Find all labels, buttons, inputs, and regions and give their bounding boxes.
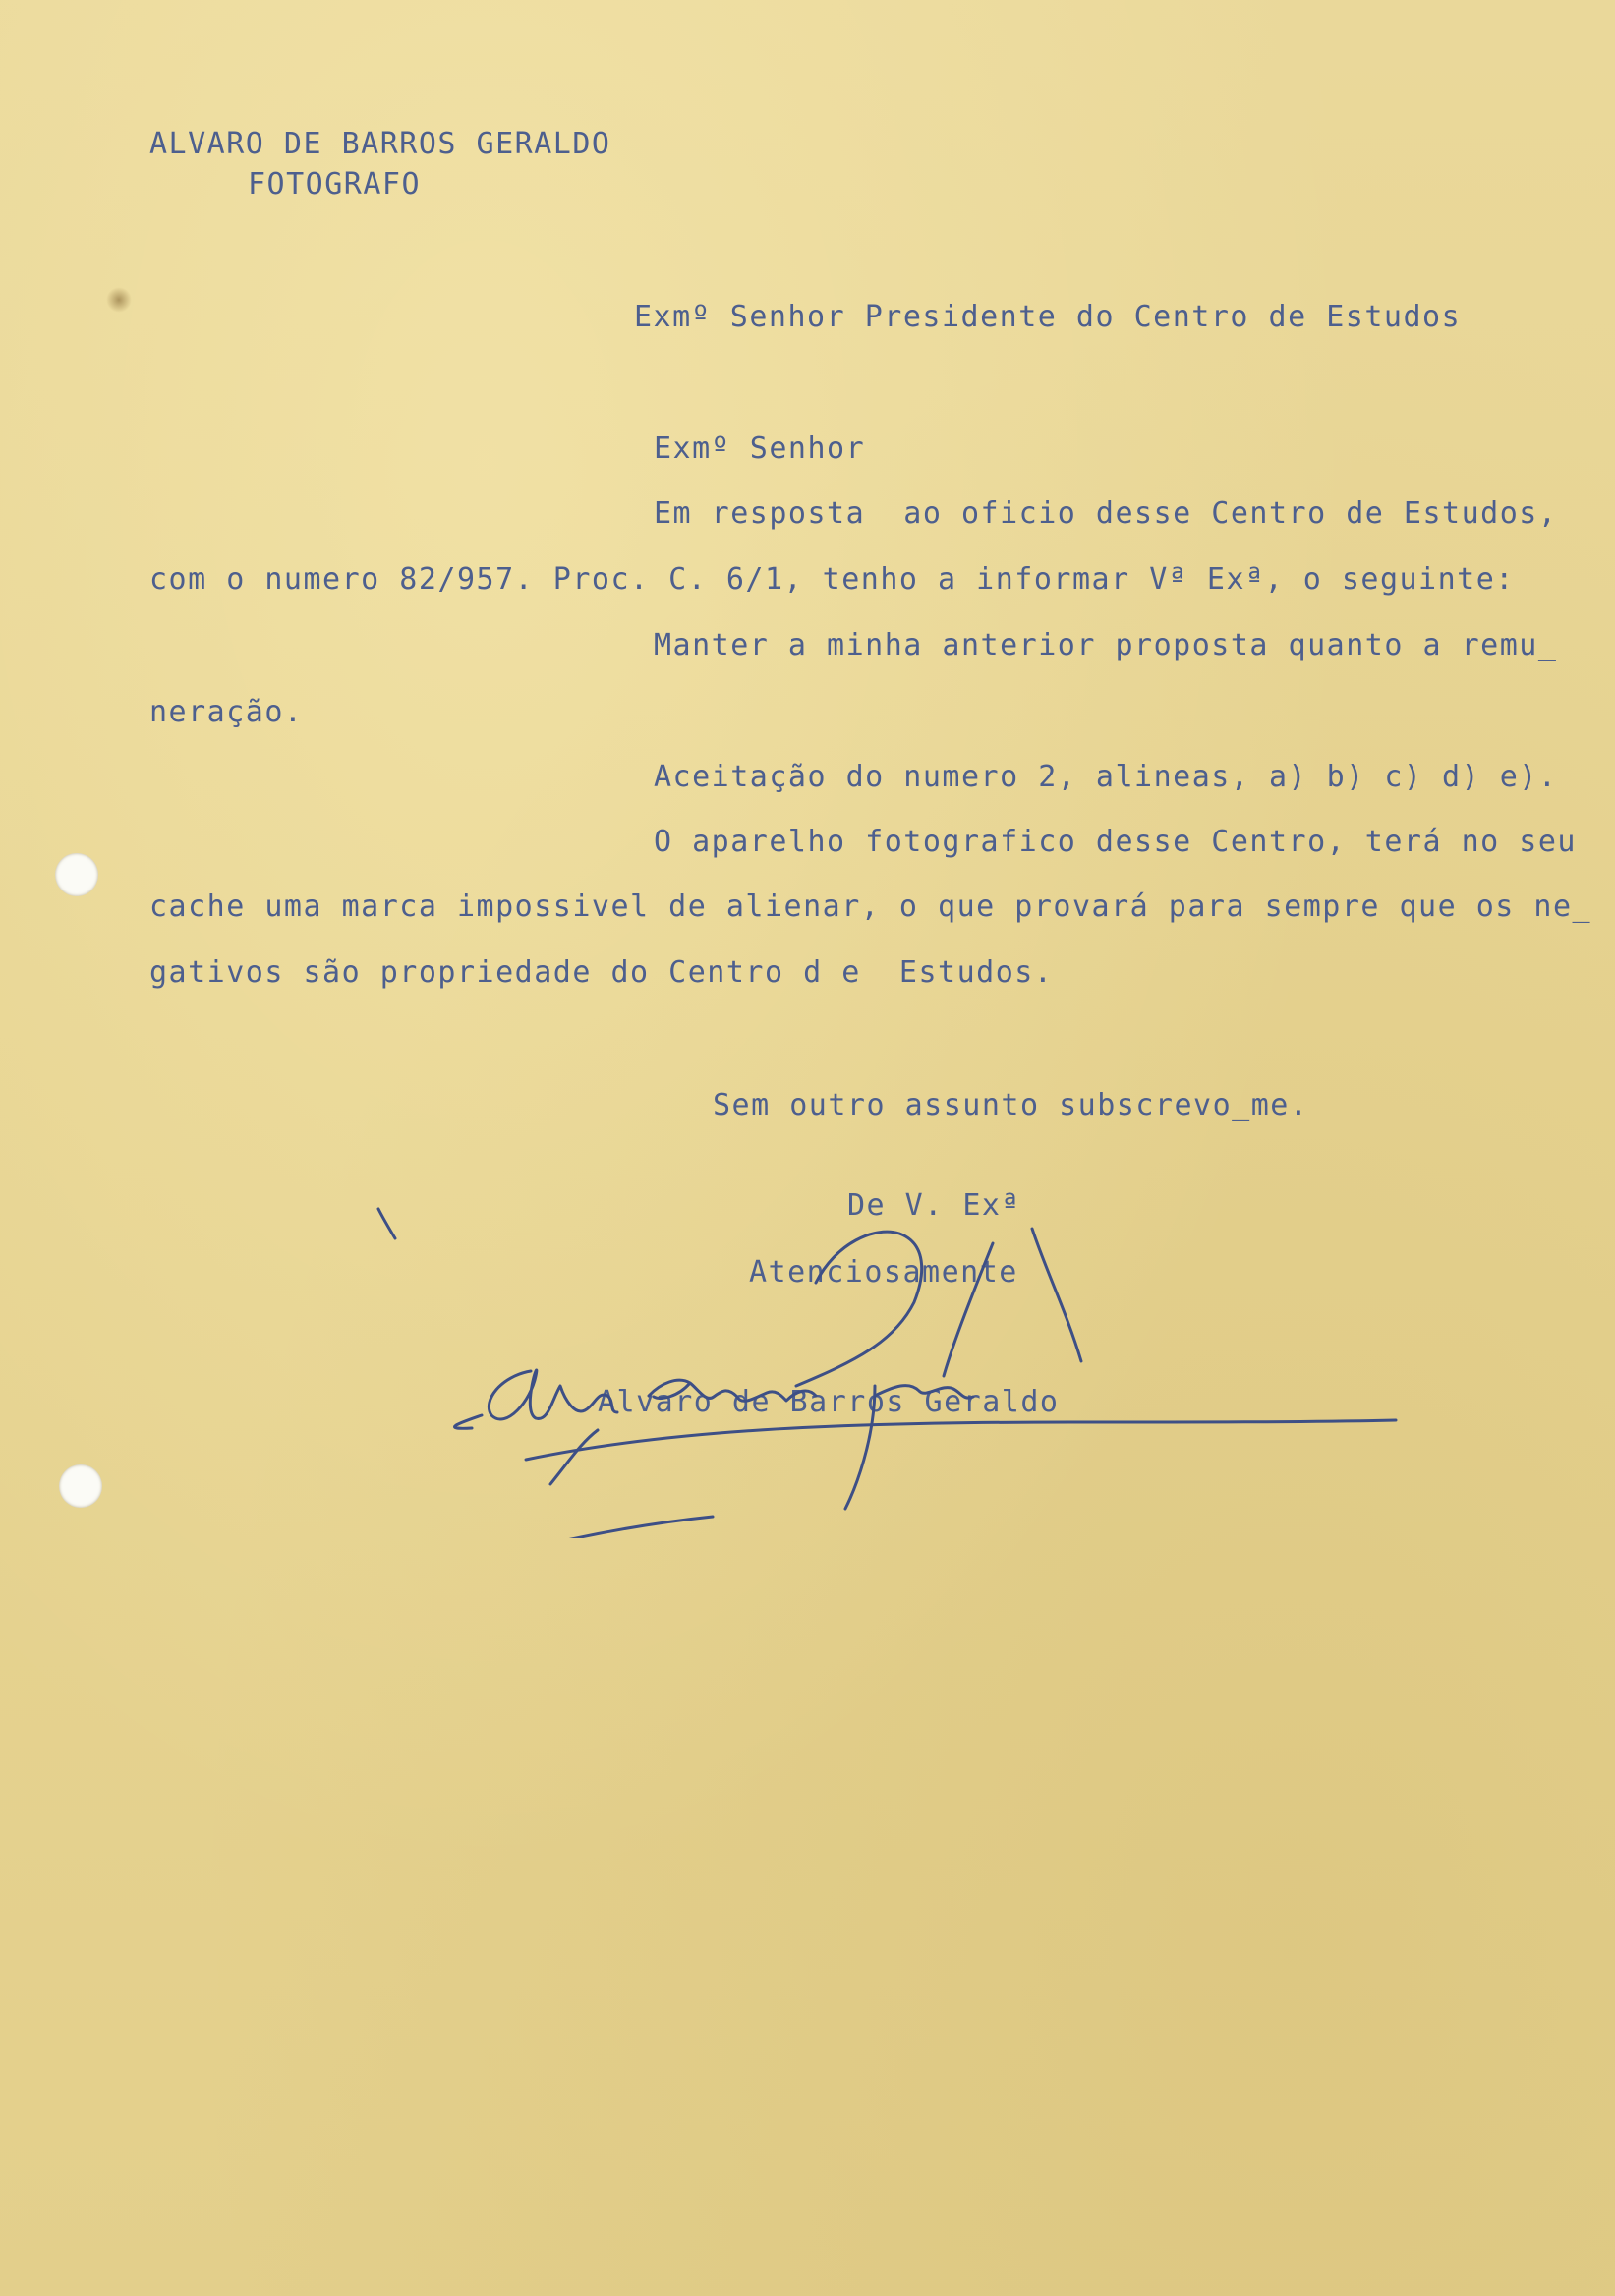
paper-stain bbox=[106, 287, 132, 313]
body-line bbox=[654, 496, 1568, 531]
body-line: Manter a minha anterior proposta quanto a remu_ bbox=[654, 628, 1558, 662]
letterhead-name: ALVARO DE BARROS GERALDO bbox=[149, 127, 611, 161]
addressee: Exmº Senhor Presidente do Centro de Estudos bbox=[634, 300, 1462, 334]
body-line: cache uma marca impossivel de alienar, o que provará para sempre que os ne_ bbox=[149, 890, 1592, 924]
closing-line: Atenciosamente bbox=[749, 1255, 1018, 1290]
handwritten-signature bbox=[324, 1165, 1435, 1538]
body-line: Aceitação do numero 2, alineas, a) b) c) d) e). bbox=[654, 760, 1558, 794]
closing-line: Sem outro assunto subscrevo_me. bbox=[713, 1088, 1309, 1122]
body-line: O aparelho fotografico desse Centro, terá no seu bbox=[654, 825, 1577, 859]
closing-line: De V. Exª bbox=[847, 1188, 1021, 1223]
body-text: Em resposta ao oficio desse Centro de Estudos, bbox=[654, 496, 1558, 531]
punch-hole-bottom bbox=[59, 1464, 102, 1508]
punch-hole-top bbox=[55, 853, 98, 896]
body-line: gativos são propriedade do Centro d e Estudos. bbox=[149, 955, 1054, 990]
typed-signature-name: Alvaro de Barros Geraldo bbox=[598, 1385, 1060, 1419]
letterhead-profession: FOTOGRAFO bbox=[248, 167, 422, 201]
salutation: Exmº Senhor bbox=[654, 431, 866, 466]
body-line: neração. bbox=[149, 695, 304, 729]
body-line: com o numero 82/957. Proc. C. 6/1, tenho a informar Vª Exª, o seguinte: bbox=[149, 562, 1515, 597]
